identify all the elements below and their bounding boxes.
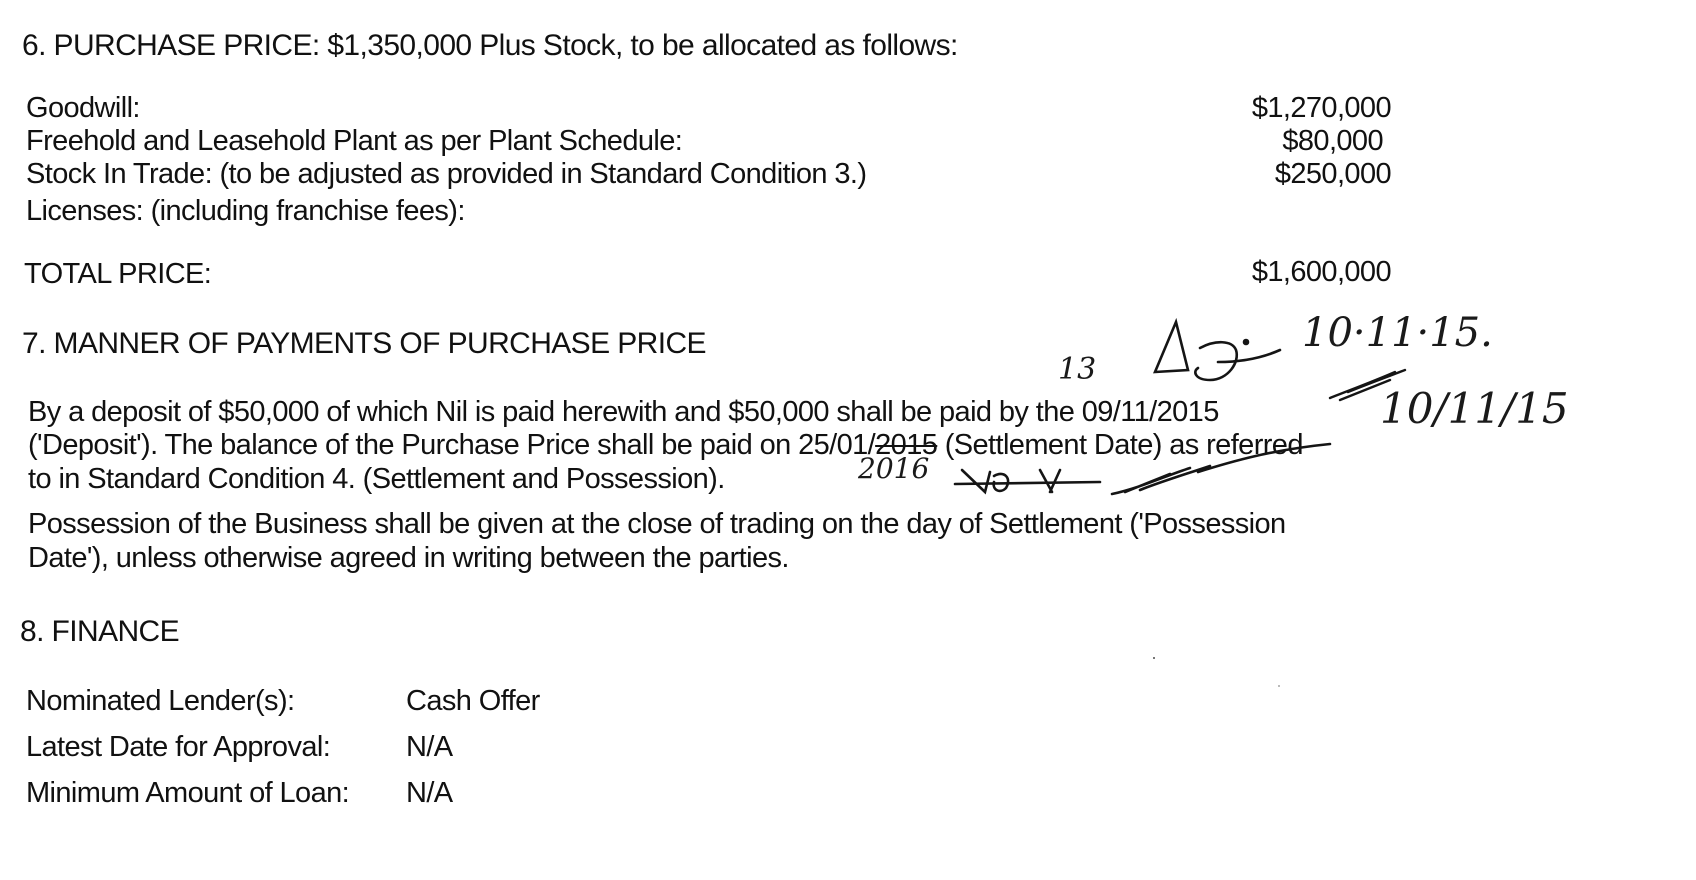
deposit-line-3: to in Standard Condition 4. (Settlement and Possession). bbox=[28, 463, 725, 495]
deposit-line-2-start: ('Deposit'). The balance of the Purchase Price shall be paid on 25/01/ bbox=[28, 429, 876, 461]
plant-amount: $80,000 bbox=[1282, 125, 1383, 157]
handwritten-date-top: 10·11·15. bbox=[1302, 310, 1493, 356]
latest-date-label: Latest Date for Approval: bbox=[26, 731, 331, 763]
section-7-heading: 7. MANNER OF PAYMENTS OF PURCHASE PRICE bbox=[22, 327, 706, 360]
deposit-line-2-end: (Settlement Date) as referred bbox=[937, 429, 1303, 461]
stock-amount: $250,000 bbox=[1274, 158, 1391, 190]
latest-date-value: N/A bbox=[406, 731, 453, 763]
struck-year: 2015 bbox=[875, 429, 938, 461]
minimum-loan-label: Minimum Amount of Loan: bbox=[26, 777, 350, 809]
plant-label: Freehold and Leasehold Plant as per Plant Schedule: bbox=[26, 125, 683, 157]
stock-label: Stock In Trade: (to be adjusted as provided in Standard Condition 3.) bbox=[26, 158, 867, 190]
total-price-label: TOTAL PRICE: bbox=[24, 258, 212, 290]
total-price-amount: $1,600,000 bbox=[1251, 256, 1391, 288]
licenses-label: Licenses: (including franchise fees): bbox=[26, 195, 465, 227]
crossed-initials bbox=[955, 470, 1100, 492]
handwritten-number: 13 bbox=[1058, 352, 1097, 387]
handwritten-year-correction: 2016 bbox=[858, 452, 930, 485]
initials-signature-top bbox=[1155, 322, 1280, 380]
section-8-heading: 8. FINANCE bbox=[20, 615, 180, 648]
nominated-lender-value: Cash Offer bbox=[406, 685, 540, 717]
handwritten-date-bottom: 10/11/15 bbox=[1380, 384, 1569, 433]
goodwill-amount: $1,270,000 bbox=[1251, 92, 1391, 124]
minimum-loan-value: N/A bbox=[406, 777, 453, 809]
possession-line-2: Date'), unless otherwise agreed in writing between the parties. bbox=[28, 542, 789, 574]
nominated-lender-label: Nominated Lender(s): bbox=[26, 685, 295, 717]
deposit-line-1: By a deposit of $50,000 of which Nil is paid herewith and $50,000 shall be paid by the 09/11/2015 bbox=[28, 396, 1219, 428]
possession-line-1: Possession of the Business shall be given at the close of trading on the day of Settlement ('Possession bbox=[28, 508, 1286, 540]
goodwill-label: Goodwill: bbox=[26, 92, 140, 124]
section-6-heading: 6. PURCHASE PRICE: $1,350,000 Plus Stock, to be allocated as follows: bbox=[22, 29, 958, 62]
scan-speck bbox=[1278, 685, 1280, 687]
deposit-line-2 bbox=[28, 427, 1303, 463]
scan-speck bbox=[1153, 657, 1155, 659]
